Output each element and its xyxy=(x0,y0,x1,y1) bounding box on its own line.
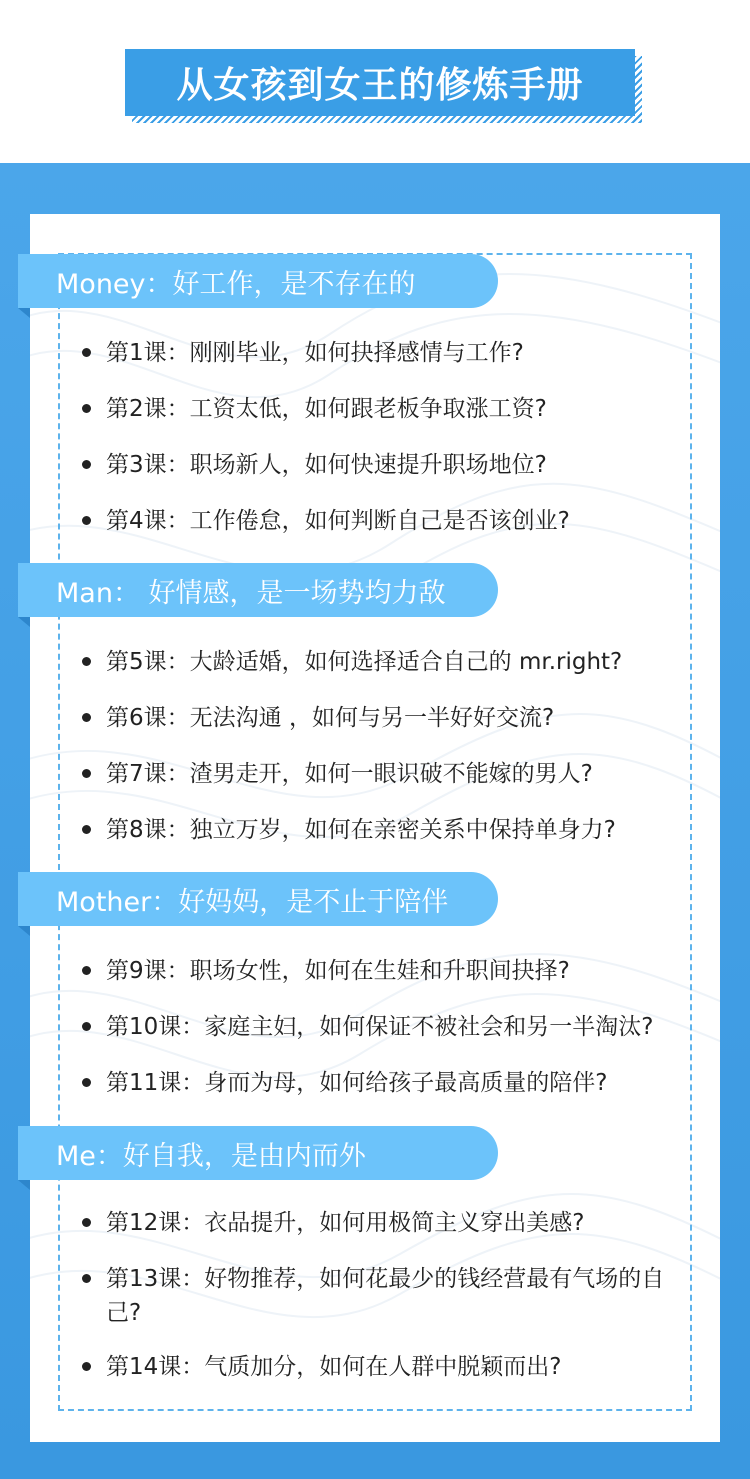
lesson-text: 第3课：职场新人，如何快速提升职场地位? xyxy=(106,452,547,478)
section-heading: Money：好工作，是不存在的 xyxy=(56,268,416,300)
lesson-text: 第10课：家庭主妇，如何保证不被社会和另一半淘汰? xyxy=(106,1014,654,1040)
lesson-item xyxy=(82,504,694,538)
section-banner-mother xyxy=(18,872,498,926)
bullet-icon xyxy=(82,348,91,357)
lesson-text: 第8课：独立万岁，如何在亲密关系中保持单身力? xyxy=(106,817,616,843)
section-heading: Me：好自我，是由内而外 xyxy=(56,1140,366,1172)
bullet-icon xyxy=(82,404,91,413)
banner-fold xyxy=(18,1180,30,1190)
section-heading: Man： 好情感，是一场势均力敌 xyxy=(56,577,446,609)
lesson-text: 第13课：好物推荐，如何花最少的钱经营最有气场的自己? xyxy=(106,1266,665,1326)
lesson-item xyxy=(82,954,694,988)
bullet-icon xyxy=(82,966,91,975)
banner-fold xyxy=(18,308,30,318)
banner-fold xyxy=(18,617,30,627)
lesson-text: 第6课：无法沟通 ，如何与另一半好好交流? xyxy=(106,705,555,731)
bullet-icon xyxy=(82,713,91,722)
bullet-icon xyxy=(82,1362,91,1371)
bullet-icon xyxy=(82,1274,91,1283)
bullet-icon xyxy=(82,1022,91,1031)
lesson-text: 第14课：气质加分，如何在人群中脱颖而出? xyxy=(106,1354,562,1380)
lesson-text: 第11课：身而为母，如何给孩子最高质量的陪伴? xyxy=(106,1070,608,1096)
lesson-item xyxy=(82,392,694,426)
lesson-item xyxy=(82,1010,694,1044)
bullet-icon xyxy=(82,769,91,778)
lesson-item xyxy=(82,757,694,791)
lesson-text: 第5课：大龄适婚，如何选择适合自己的 mr.right? xyxy=(106,649,623,675)
lesson-item xyxy=(82,448,694,482)
page-title: 从女孩到女王的修炼手册 xyxy=(176,65,584,106)
lesson-text: 第9课：职场女性，如何在生娃和升职间抉择? xyxy=(106,958,570,984)
banner-fold xyxy=(18,926,30,936)
bullet-icon xyxy=(82,460,91,469)
lesson-text: 第4课：工作倦怠，如何判断自己是否该创业? xyxy=(106,508,570,534)
lesson-item xyxy=(82,645,694,679)
section-banner-man xyxy=(18,563,498,617)
lesson-text: 第1课：刚刚毕业，如何抉择感情与工作? xyxy=(106,340,524,366)
lesson-item xyxy=(82,1262,694,1330)
section-heading: Mother：好妈妈，是不止于陪伴 xyxy=(56,886,449,918)
bullet-icon xyxy=(82,825,91,834)
lesson-text: 第12课：衣品提升，如何用极简主义穿出美感? xyxy=(106,1210,585,1236)
bullet-icon xyxy=(82,516,91,525)
lesson-item xyxy=(82,336,694,370)
bullet-icon xyxy=(82,1218,91,1227)
section-banner-money xyxy=(18,254,498,308)
bullet-icon xyxy=(82,1078,91,1087)
lesson-item xyxy=(82,813,694,847)
lesson-item xyxy=(82,1206,694,1240)
lesson-item xyxy=(82,1350,694,1384)
bullet-icon xyxy=(82,657,91,666)
lesson-item xyxy=(82,701,694,735)
lesson-text: 第2课：工资太低，如何跟老板争取涨工资? xyxy=(106,396,547,422)
lesson-text: 第7课：渣男走开，如何一眼识破不能嫁的男人? xyxy=(106,761,593,787)
lesson-item xyxy=(82,1066,694,1100)
header xyxy=(0,0,750,163)
title-box xyxy=(125,49,635,116)
section-banner-me xyxy=(18,1126,498,1180)
